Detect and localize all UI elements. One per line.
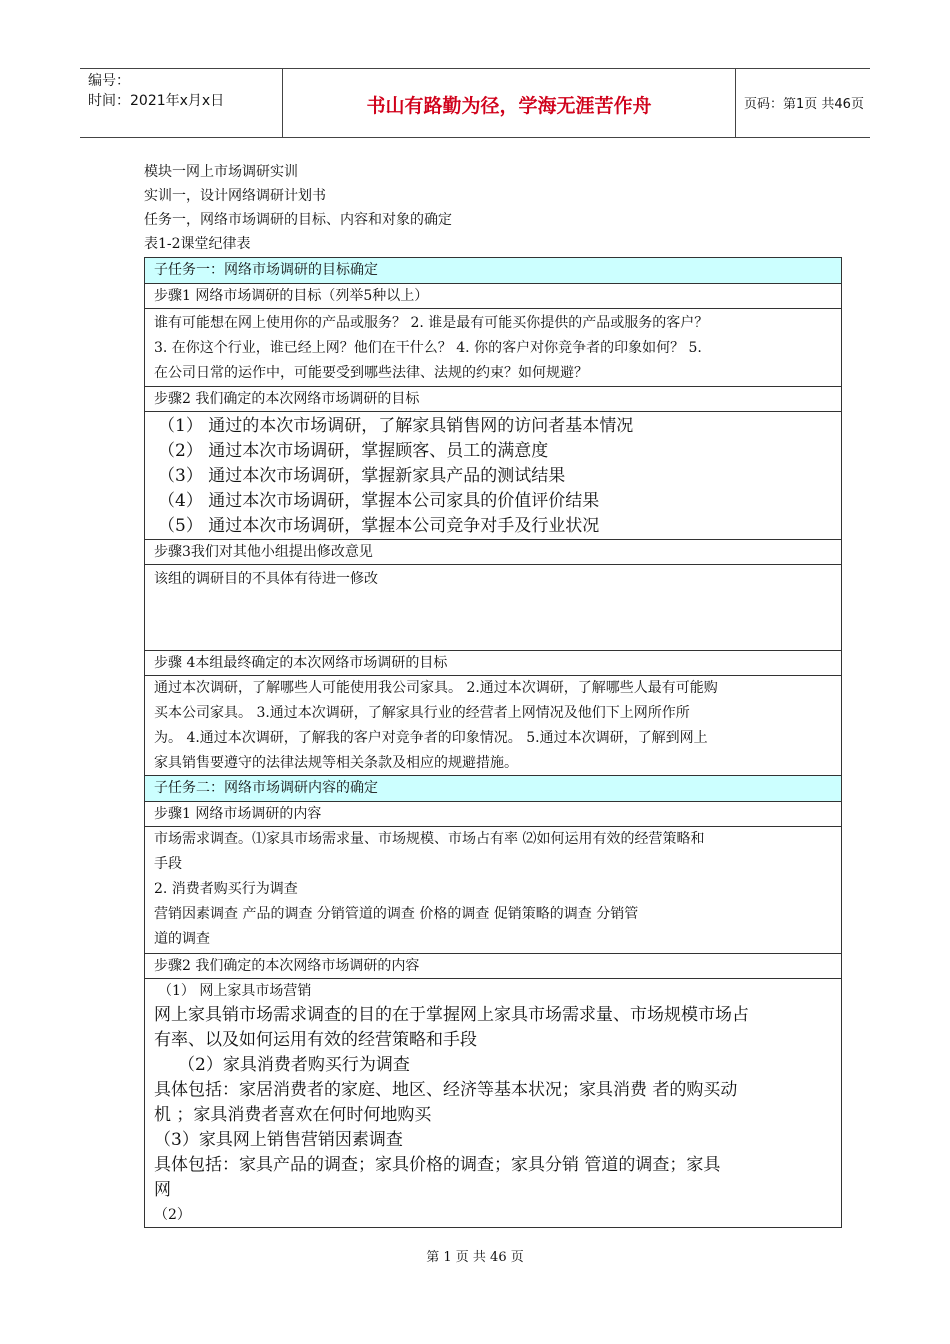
- text-line: 具体包括：家居消费者的家庭、地区、经济等基本状况；家具消费 者的购买动: [154, 1080, 738, 1100]
- s1-step1-body: [145, 309, 841, 387]
- text-line: 为。 4.通过本次调研，了解我的客户对竞争者的印象情况。 5.通过本次调研，了解到网上: [154, 730, 708, 746]
- goal-item: （3） 通过本次市场调研，掌握新家具产品的测试结果: [158, 466, 566, 486]
- intro-block: [144, 160, 452, 256]
- s2-step2-body: [145, 979, 841, 1227]
- text-line: 该组的调研目的不具体有待进一修改: [154, 571, 378, 587]
- page-footer: 第 1 页 共 46 页: [426, 1250, 524, 1265]
- s2-step2-title: 步骤2 我们确定的本次网络市场调研的内容: [145, 954, 841, 979]
- s1-step3-body: [145, 565, 841, 651]
- text-line: 家具销售要遵守的法律法规等相关条款及相应的规避措施。: [154, 755, 518, 771]
- discipline-table: [144, 257, 842, 1228]
- s2-step1-title: 步骤1 网络市场调研的内容: [145, 802, 841, 827]
- text-line: （2）家具消费者购买行为调查: [178, 1055, 410, 1075]
- motto: 书山有路勤为径，学海无涯苦作舟: [366, 95, 652, 117]
- s1-step2-body: [145, 412, 841, 540]
- page-info: 页码：第1页 共46页: [744, 97, 864, 112]
- text-line: 营销因素调查 产品的调查 分销管道的调查 价格的调查 促销策略的调查 分销管: [154, 906, 639, 922]
- module-title: 模块一网上市场调研实训: [144, 164, 298, 180]
- s1-step4-title: 步骤 4本组最终确定的本次网络市场调研的目标: [145, 651, 841, 676]
- header-motto-cell: [282, 69, 736, 137]
- text-line: 机 ；家具消费者喜欢在何时何地购买: [154, 1105, 432, 1125]
- text-line: 有率、以及如何运用有效的经营策略和手段: [154, 1030, 477, 1050]
- training-title: 实训一，设计网络调研计划书: [144, 188, 326, 204]
- text-line: 2. 消费者购买行为调查: [154, 881, 298, 897]
- page-header: [80, 68, 870, 138]
- text-line: 道的调查: [154, 931, 210, 947]
- s1-step2-title: 步骤2 我们确定的本次网络市场调研的目标: [145, 387, 841, 412]
- text-line: 谁有可能想在网上使用你的产品或服务？ 2. 谁是最有可能买你提供的产品或服务的客户？: [154, 315, 709, 331]
- text-line: 网上家具销市场需求调查的目的在于掌握网上家具市场需求量、市场规模市场占: [154, 1005, 749, 1025]
- text-line: 具体包括：家具产品的调查；家具价格的调查；家具分销 管道的调查；家具: [154, 1155, 721, 1175]
- goal-item: （1） 通过的本次市场调研，了解家具销售网的访问者基本情况: [158, 416, 634, 436]
- header-page-cell: [734, 69, 870, 137]
- task-title: 任务一，网络市场调研的目标、内容和对象的确定: [144, 212, 452, 228]
- s1-step4-body: [145, 676, 841, 776]
- s1-step1-title: 步骤1 网络市场调研的目标（列举5种以上）: [145, 284, 841, 309]
- text-line: （3）家具网上销售营销因素调查: [154, 1130, 403, 1150]
- text-line: 买本公司家具。 3.通过本次调研，了解家具行业的经营者上网情况及他们下上网所作所: [154, 705, 690, 721]
- subtask2-header: 子任务二：网络市场调研内容的确定: [145, 776, 841, 802]
- text-line: 网: [154, 1180, 171, 1200]
- time-label: 时间：2021年x月x日: [88, 93, 225, 109]
- s2-step1-body: [145, 827, 841, 954]
- goal-item: （5） 通过本次市场调研，掌握本公司竞争对手及行业状况: [158, 516, 600, 536]
- table-caption: 表1-2课堂纪律表: [144, 236, 251, 252]
- subtask1-header: 子任务一：网络市场调研的目标确定: [145, 258, 841, 284]
- text-line: （1） 网上家具市场营销: [158, 983, 312, 999]
- serial-label: 编号：: [88, 73, 130, 89]
- text-line: 在公司日常的运作中，可能要受到哪些法律、法规的约束？如何规避？: [154, 365, 588, 381]
- text-line: （2）: [154, 1207, 191, 1223]
- text-line: 通过本次调研，了解哪些人可能使用我公司家具。 2.通过本次调研，了解哪些人最有可能购: [154, 680, 718, 696]
- text-line: 市场需求调查。⑴家具市场需求量、市场规模、市场占有率 ⑵如何运用有效的经营策略和: [154, 831, 705, 847]
- text-line: 手段: [154, 856, 182, 872]
- header-meta: [80, 69, 282, 137]
- goal-item: （4） 通过本次市场调研，掌握本公司家具的价值评价结果: [158, 491, 600, 511]
- text-line: 3. 在你这个行业，谁已经上网？他们在干什么？ 4. 你的客户对你竞争者的印象如何？ 5.: [154, 340, 702, 356]
- goal-item: （2） 通过本次市场调研，掌握顾客、员工的满意度: [158, 441, 549, 461]
- s1-step3-title: 步骤3我们对其他小组提出修改意见: [145, 540, 841, 565]
